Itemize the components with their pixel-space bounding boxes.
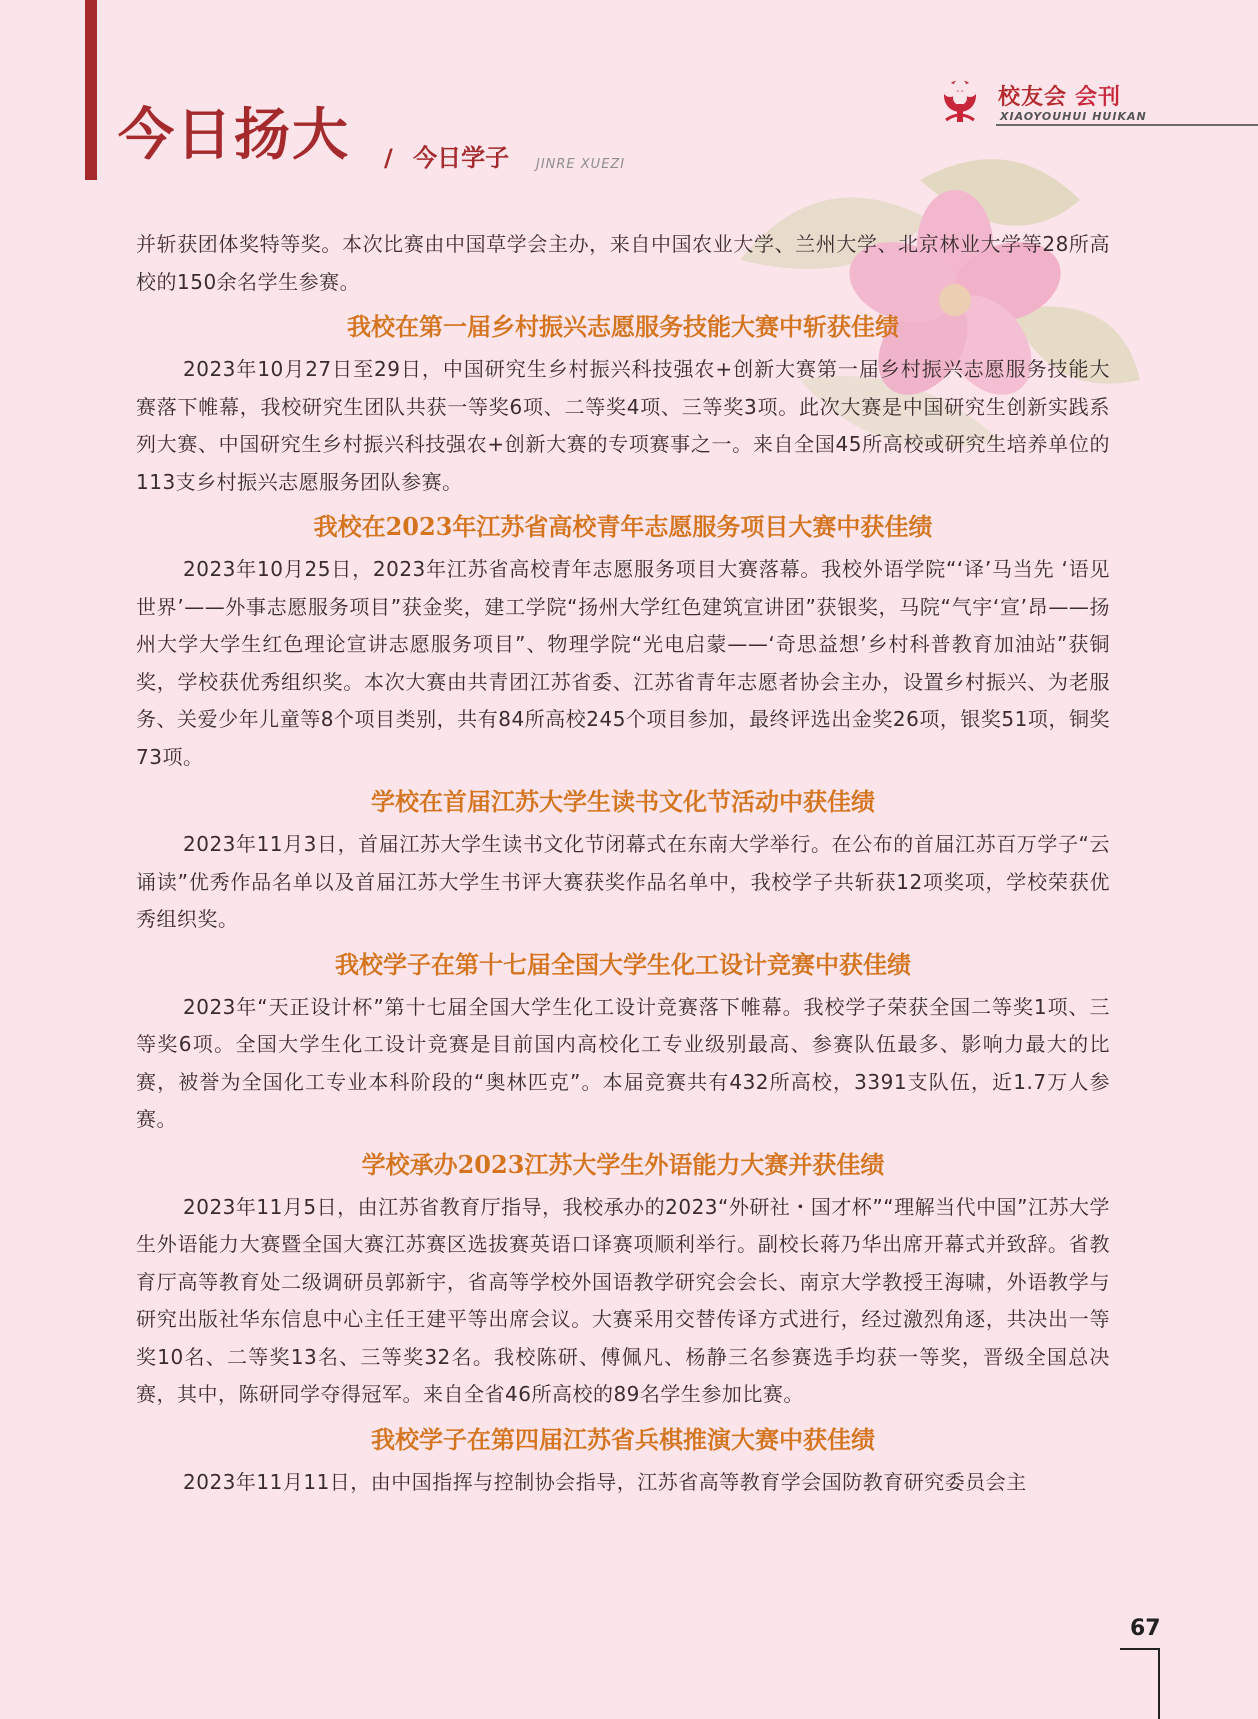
alumni-logo-icon (936, 76, 984, 124)
section-heading: 学校在首届江苏大学生读书文化节活动中获佳绩 (371, 787, 875, 816)
section-paragraph: 2023年11月5日，由江苏省教育厅指导，我校承办的2023“外研社・国才杯”“理解当代中国”江苏大学生外语能力大赛暨全国大赛江苏赛区选拔赛英语口译赛项顺利举行。副校长蒋乃华出席开幕式并致辞。省教育厅高等教育处二级调研员郭新宇，省高等学校外国语教学研究会会长、南京大学教授王海啸，外语教学与研究出版社华东信息中心主任王建平等出席会议。大赛采用交替传译方式进行，经过激烈角逐，共决出一等奖10名、二等奖13名、三等奖32名。我校陈研、傅佩凡、杨静三名参赛选手均获一等奖，晋级全国总决赛，其中，陈研同学夺得冠军。来自全省46所高校的89名学生参加比赛。 (136, 1194, 1110, 1406)
section-name: 今日学子 (413, 144, 510, 172)
section-slash: / (384, 144, 393, 172)
section-paragraph: 2023年10月27日至29日，中国研究生乡村振兴科技强农+创新大赛第一届乡村振兴志愿服务技能大赛落下帷幕，我校研究生团队共获一等奖6项、二等奖4项、三等奖3项。此次大赛是中国研究生创新实践系列大赛、中国研究生乡村振兴科技强农+创新大赛的专项赛事之一。来自全国45所高校或研究生培养单位的113支乡村振兴志愿服务团队参赛。 (136, 357, 1110, 494)
article-body (136, 226, 1110, 1501)
section-heading: 学校承办2023江苏大学生外语能力大赛并获佳绩 (361, 1149, 885, 1179)
header-rule (996, 124, 1258, 126)
section-heading: 我校在第一届乡村振兴志愿服务技能大赛中斩获佳绩 (347, 312, 899, 341)
section-paragraph: 2023年10月25日，2023年江苏省高校青年志愿服务项目大赛落幕。我校外语学院“‘译’马当先 ‘语见世界’——外事志愿服务项目”获金奖，建工学院“扬州大学红色建筑宣讲团”获银奖，马院“气宇‘宣’昂——扬州大学大学生红色理论宣讲志愿服务项目”、物理学院“光电启蒙——‘奇思益想’乡村科普教育加油站”获铜奖，学校获优秀组织奖。本次大赛由共青团江苏省委、江苏省青年志愿者协会主办，设置乡村振兴、为老服务、关爱少年儿童等8个项目类别，共有84所高校245个项目参加，最终评选出金奖26项，银奖51项，铜奖73项。 (136, 557, 1110, 769)
section-paragraph: 2023年11月11日，由中国指挥与控制协会指导，江苏省高等教育学会国防教育研究委员会主 (183, 1469, 1027, 1494)
brand-name-en: XIAOYOUHUI HUIKAN (1000, 110, 1147, 123)
brand-name-part1: 校友会 (998, 85, 1068, 110)
masthead-title: 今日扬大 (118, 103, 350, 168)
section-title (384, 146, 509, 170)
intro-paragraph: 并斩获团体奖特等奖。本次比赛由中国草学会主办，来自中国农业大学、兰州大学、北京林业大学等28所高校的150余名学生参赛。 (136, 232, 1110, 294)
brand-name (998, 80, 1121, 111)
left-accent-bar (85, 0, 97, 180)
section-heading: 我校学子在第十七届全国大学生化工设计竞赛中获佳绩 (335, 949, 911, 979)
page-number: 67 (1130, 1616, 1161, 1641)
section-paragraph: 2023年“天正设计杯”第十七届全国大学生化工设计竞赛落下帷幕。我校学子荣获全国二等奖1项、三等奖6项。全国大学生化工设计竞赛是目前国内高校化工专业级别最高、参赛队伍最多、影响力最大的比赛，被誉为全国化工专业本科阶段的“奥林匹克”。本届竞赛共有432所高校，3391支队伍，近1.7万人参赛。 (136, 994, 1110, 1131)
brand-name-part2: 会刊 (1075, 85, 1122, 110)
section-heading: 我校学子在第四届江苏省兵棋推演大赛中获佳绩 (371, 1424, 875, 1454)
section-subtitle-en: JINRE XUEZI (536, 157, 626, 172)
section-heading: 我校在2023年江苏省高校青年志愿服务项目大赛中获佳绩 (313, 512, 933, 541)
page-number-rule (1120, 1648, 1160, 1650)
page-edge-rule (1158, 1648, 1160, 1719)
section-paragraph: 2023年11月3日，首届江苏大学生读书文化节闭幕式在东南大学举行。在公布的首届江苏百万学子“云诵读”优秀作品名单以及首届江苏大学生书评大赛获奖作品名单中，我校学子共斩获12项奖项，学校荣获优秀组织奖。 (136, 832, 1110, 931)
